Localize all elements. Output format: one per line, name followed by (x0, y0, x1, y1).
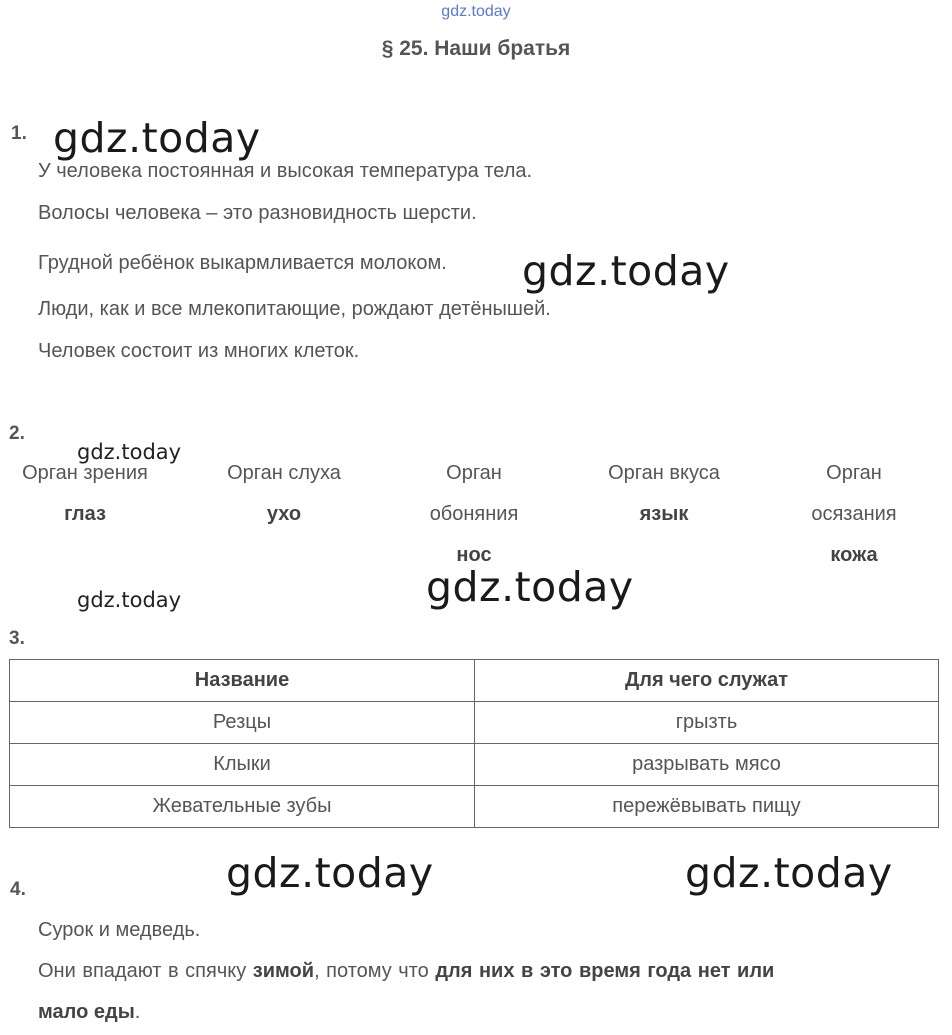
organ-touch (779, 453, 929, 576)
watermark: gdz.today (685, 849, 893, 897)
organ-label: Орган (826, 462, 882, 484)
organ-answer: глаз (64, 503, 106, 525)
answer-text: . (134, 1001, 141, 1023)
answer-line: Сурок и медведь. (38, 919, 201, 941)
watermark: gdz.today (53, 114, 261, 162)
organ-answer: ухо (266, 503, 302, 525)
watermark: gdz.today (77, 440, 182, 464)
organ-label: Орган (446, 462, 502, 484)
answer-bold: мало еды (38, 1001, 135, 1023)
table-row (10, 744, 939, 786)
header-name: Название (10, 660, 475, 702)
cell-name: Жевательные зубы (10, 786, 475, 828)
cell-purpose: пережёвывать пищу (475, 786, 939, 828)
teeth-table (9, 659, 939, 828)
answer-line (38, 960, 774, 983)
cell-purpose: разрывать мясо (475, 744, 939, 786)
table-header-row (10, 660, 939, 702)
organ-label: обоняния (429, 503, 519, 525)
header-purpose: Для чего служат (475, 660, 939, 702)
question-4-number: 4. (10, 879, 26, 900)
organ-taste (584, 453, 744, 535)
cell-name: Клыки (10, 744, 475, 786)
answer-bold: зимой (252, 960, 315, 982)
watermark: gdz.today (426, 563, 634, 611)
watermark: gdz.today (77, 588, 182, 612)
answer-line (38, 1001, 140, 1024)
answer-line: Человек состоит из многих клеток. (38, 340, 360, 362)
organ-label: Орган вкуса (608, 462, 720, 484)
question-2-number: 2. (9, 423, 25, 444)
organ-label: Орган слуха (227, 462, 341, 484)
organ-answer: язык (639, 503, 689, 525)
answer-text: Они впадают в спячку (38, 960, 253, 982)
cell-name: Резцы (10, 702, 475, 744)
answer-text: , потому что (314, 960, 436, 982)
organ-label: осязания (811, 503, 897, 525)
answer-line: Волосы человека – это разновидность шерсти. (38, 202, 477, 224)
organ-answer: кожа (830, 544, 878, 566)
organ-smell (399, 453, 549, 576)
cell-purpose: грызть (475, 702, 939, 744)
watermark-top: gdz.today (441, 3, 511, 20)
answer-line: Люди, как и все млекопитающие, рождают детёнышей. (38, 298, 551, 320)
watermark: gdz.today (226, 849, 434, 897)
answer-line: У человека постоянная и высокая температура тела. (38, 160, 533, 182)
organ-label: Орган зрения (22, 462, 148, 484)
answer-bold: для них в это время года нет или (435, 960, 775, 982)
table-row (10, 702, 939, 744)
watermark: gdz.today (522, 247, 730, 295)
question-1-number: 1. (11, 123, 27, 144)
page-title: § 25. Наши братья (381, 37, 571, 60)
organ-sight (0, 453, 170, 535)
question-3-number: 3. (9, 628, 25, 649)
table-row (10, 786, 939, 828)
organ-answer: нос (456, 544, 492, 566)
organ-hearing (204, 453, 364, 535)
answer-line: Грудной ребёнок выкармливается молоком. (38, 252, 447, 274)
